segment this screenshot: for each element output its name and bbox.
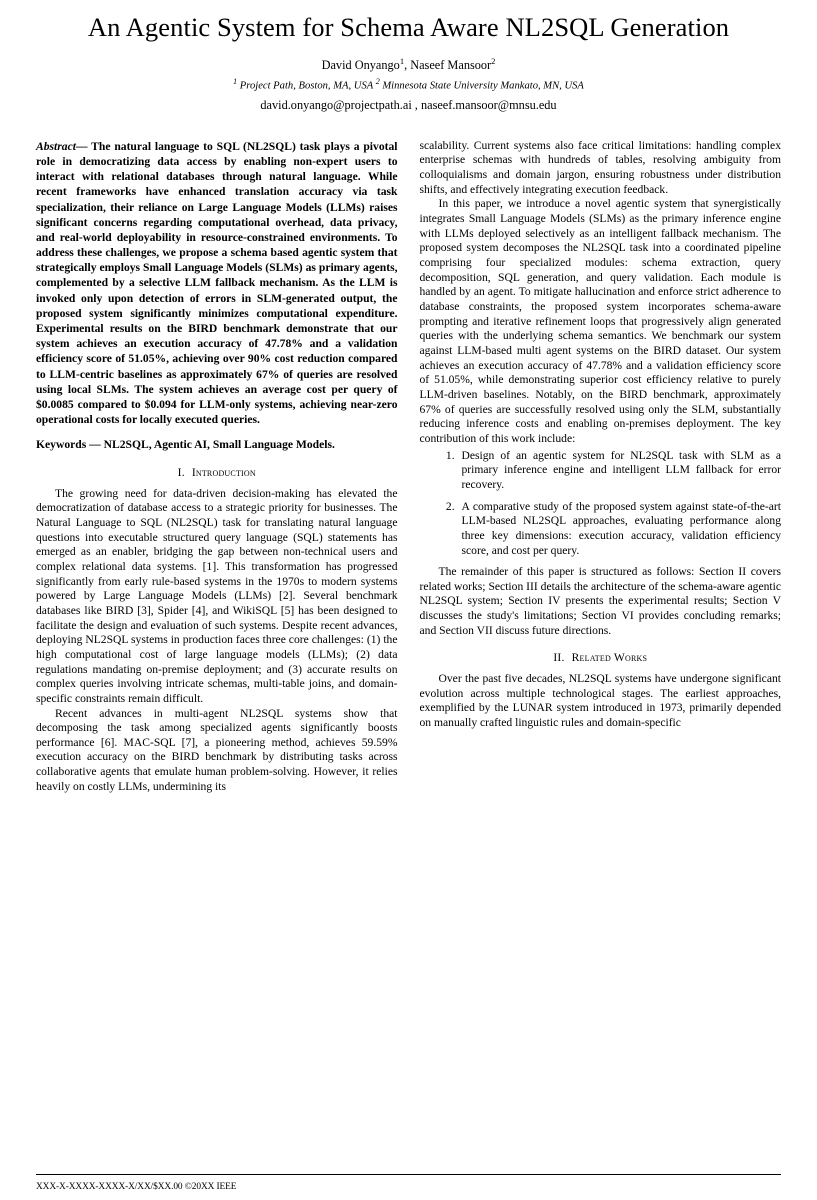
list-item: 1. Design of an agentic system for NL2SQL task with SLM as a primary inference engine and intelligent LLM fallback for error recovery. xyxy=(458,449,782,493)
list-item: 2. A comparative study of the proposed system against state-of-the-art LLM-based NL2SQL approaches, evaluating performance along three key dimensions: execution accuracy, validation efficiency score, and cost per query. xyxy=(458,500,782,559)
author-sup-2: 2 xyxy=(491,55,496,66)
footer-divider xyxy=(36,1174,781,1175)
author-name-1: David Onyango xyxy=(321,57,400,72)
keywords-line: Keywords — NL2SQL, Agentic AI, Small Language Models. xyxy=(36,438,335,452)
related-works-paragraph-1: Over the past five decades, NL2SQL systems have undergone significant evolution across multiple technological stages. The earliest approaches, exemplified by the LUNAR system introduced in 1973, primarily depended on manually crafted linguistic rules and domain-specific xyxy=(419,672,781,730)
abstract-label: Abstract— xyxy=(36,139,88,153)
author-list: David Onyango$^1$, Naseef Mansoor$^2$ xyxy=(321,55,496,72)
affiliation-text-1: Project Path, Boston, MA, USA xyxy=(239,80,374,92)
author-name-2: Naseef Mansoor xyxy=(410,57,492,72)
section-number-related-works: II. xyxy=(553,651,565,665)
left-column xyxy=(36,139,398,795)
abstract-paragraph xyxy=(36,139,398,428)
intro-continuation: scalability. Current systems also face critical limitations: handling complex enterprise schemas with hundreds of tables, resolving ambiguity from colloquialisms and domain jargon, ensuring robustness under distribution shifts, and effectively integrating execution feedback. xyxy=(419,138,781,196)
section-heading-related-works xyxy=(420,651,782,666)
intro-paragraph-2: Recent advances in multi-agent NL2SQL systems show that decomposing the task among specialized agents significantly boosts performance [6]. MAC-SQL [7], a pioneering method, achieves 59.59% execution accuracy on the BIRD benchmark by distributing tasks across collaborative agents that emulate human problem-solving. However, it relies heavily on costly LLMs, undermining its xyxy=(36,706,398,793)
section-number-introduction: I. xyxy=(177,466,185,480)
page-title: An Agentic System for Schema Aware NL2SQL Generation xyxy=(87,12,730,42)
section-heading-introduction xyxy=(36,466,398,481)
affiliation-line xyxy=(36,77,781,92)
affiliation-sup-2: 2 xyxy=(375,77,380,87)
intro-paragraph-3: In this paper, we introduce a novel agentic system that synergistically integrates Small Language Models (SLMs) as the primary inference engine with LLMs deployed selectively as an intelligent fallback mechanism. The proposed system decomposes the NL2SQL task into a coordinated pipeline comprising four specialized modules: schema extraction, query decomposition, SQL generation, and query validation. Each module is handled by an agent. To mitigate hallucination and enforce strict adherence to database constraints, the proposed system incorporates schema-aware prompting and iterative refinement loops that progressively align generated queries with the underlying schema semantics. We benchmark our system against LLM-based multi agent systems on the BIRD dataset. Our system achieves an execution accuracy of 47.78% and a validation efficiency score of 51.05%, while demonstrating superior cost efficiency relative to purely LLM-driven baselines. Notably, on the BIRD benchmark, approximately 67% of queries are successfully resolved using only the SLM, substantially reducing inference costs and enabling on-premises deployment. The key contribution of this work include: xyxy=(419,197,781,445)
two-column-body xyxy=(36,139,781,795)
paper-structure-paragraph: The remainder of this paper is structured as follows: Section II covers related works; Section III details the architecture of the schema-aware agentic NL2SQL system; Section IV presents the experimental results; Section V discusses the study's limitations; Section VI provides concluding remarks; and Section VII discuss future directions. xyxy=(419,565,781,637)
section-title-introduction: Introduction xyxy=(191,466,256,480)
contributions-list xyxy=(420,449,782,559)
right-column xyxy=(420,139,782,795)
section-title-related-works: Related Works xyxy=(571,651,648,665)
author-emails: david.onyango@projectpath.ai , naseef.mansoor@mnsu.edu xyxy=(260,97,557,112)
author-sup-1: 1 xyxy=(399,55,405,66)
affiliation-sup-1: 1 xyxy=(233,77,238,87)
intro-paragraph-1: The growing need for data-driven decision-making has elevated the democratization of database access to a strategic priority for businesses. The Natural Language to SQL (NL2SQL) task for translating natural language questions into executable structured query language (SQL) statements has emerged as an enabler, bridging the gap between non-technical users and complex relational data systems. [1]. This transformation has progressed significantly from early rule-based systems in the 1970s to modern systems powered by Large Language Models (LLMs) [2]. Several benchmark databases like BIRD [3], Spider [4], and WikiSQL [5] has been designed to facilitate the design and evaluation of such systems. Despite recent advances, deploying NL2SQL systems in production faces three core challenges: (1) the high computational cost of large language models (LLMs); (2) data regulations mandating on-premise deployment; and (3) accurate results on complex queries involving intricate schemas, multi-table joins, and domain-specific constraints remain difficult. xyxy=(36,486,398,705)
footer-copyright: XXX-X-XXXX-XXXX-X/XX/$XX.00 ©20XX IEEE xyxy=(36,1182,237,1192)
abstract-text: The natural language to SQL (NL2SQL) task plays a pivotal role in democratizing data access by enabling non-expert users to interact with relational databases through natural language. While recent frameworks have enhanced translation accuracy via task specialization, their reliance on Large Language Models (LLMs) raises significant concerns regarding computational overhead, data privacy, and real-world deployability in resource-constrained environments. To address these challenges, we propose a schema based agentic system that strategically employs Small Language Models (SLMs) as primary agents, complemented by a selective LLM fallback mechanism. As the LLM is invoked only upon detection of errors in SLM-generated output, the proposed system significantly minimizes computational expenditure. Experimental results on the BIRD benchmark demonstrate that our system achieves an execution accuracy of 47.78% and a validation efficiency score of 51.05%, achieving over 90% cost reduction compared to LLM-centric baselines as approximately 67% of queries are resolved using local SLMs. The system achieves an average cost per query of $0.0085 compared to $0.094 for LLM-only systems, achieving near-zero operational costs for locally executed queries. xyxy=(36,139,398,427)
affiliation-text-2: Minnesota State University Mankato, MN, USA xyxy=(382,80,584,92)
